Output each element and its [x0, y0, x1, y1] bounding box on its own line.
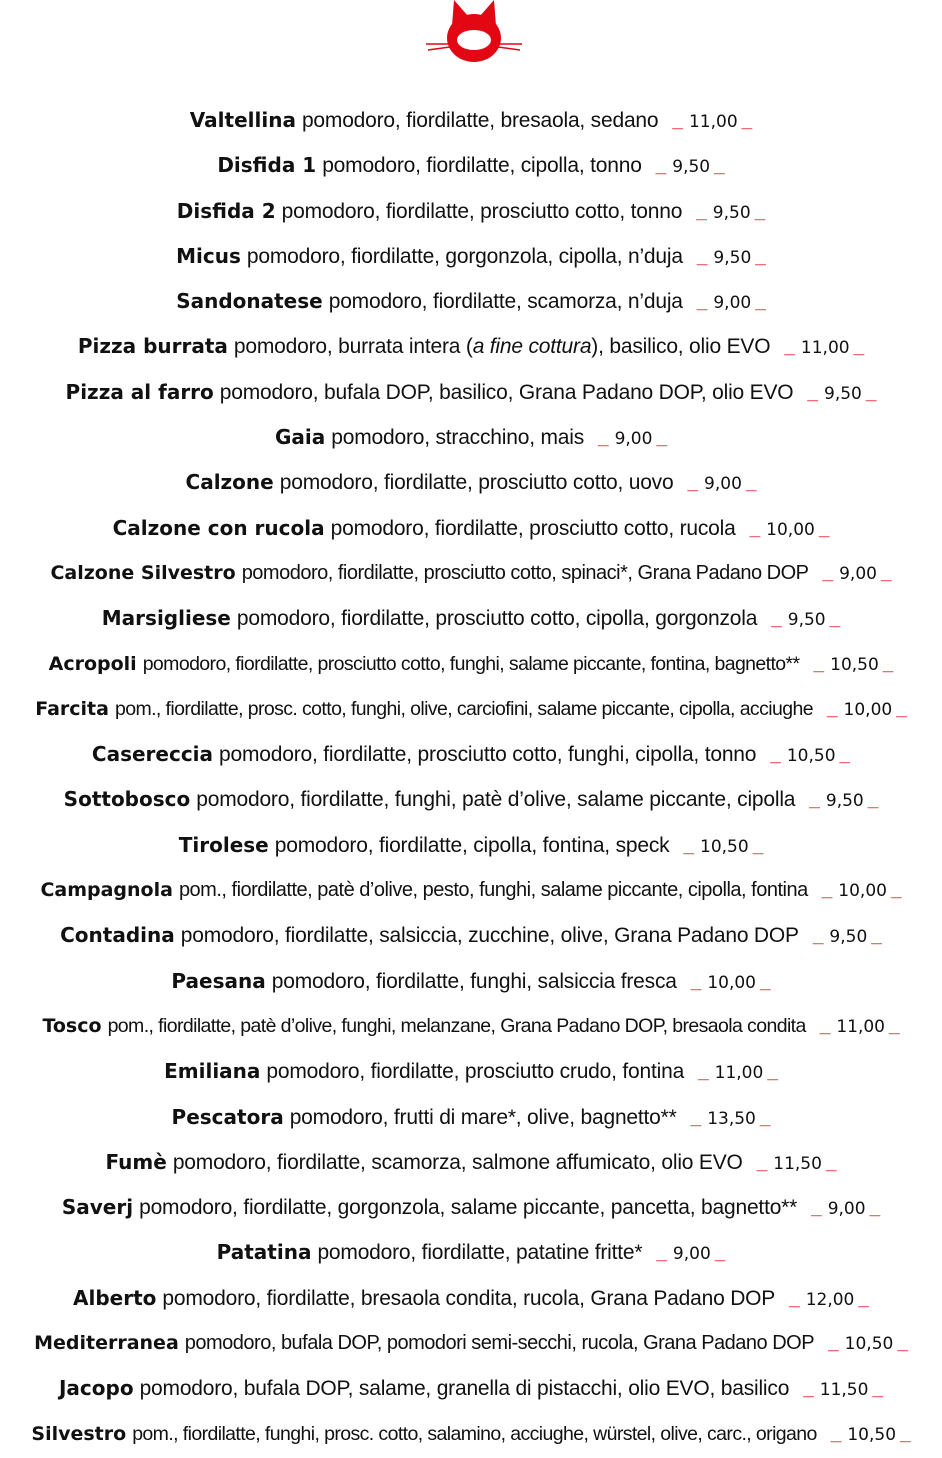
pizza-ingredients: pomodoro, fiordilatte, prosciutto cotto, uovo	[279, 471, 674, 495]
pizza-name: Gaia	[274, 425, 326, 450]
pizza-price: 11,00	[836, 1016, 885, 1037]
pizza-ingredients: pomodoro, fiordilatte, prosciutto cotto, rucola	[330, 516, 736, 540]
separator: _	[767, 1062, 778, 1084]
menu-item	[0, 687, 942, 732]
pizza-ingredients: pomodoro, frutti di mare*, olive, bagnetto**	[289, 1105, 677, 1129]
pizza-ingredients: pomodoro, bufala DOP, pomodori semi-secchi, rucola, Grana Padano DOP	[184, 1332, 815, 1355]
pizza-ingredients: pomodoro, fiordilatte, prosciutto cotto, spinaci*, Grana Padano DOP	[241, 561, 809, 584]
separator: _	[826, 698, 838, 720]
separator: _	[888, 1015, 900, 1037]
pizza-ingredients: pomodoro, fiordilatte, funghi, patè d’olive, salame piccante, cipolla	[196, 788, 796, 812]
pizza-price: 9,50	[712, 202, 751, 223]
pizza-name: Calzone con rucola	[112, 515, 325, 540]
separator: _	[598, 428, 609, 450]
pizza-name: Mediterranea	[34, 1332, 179, 1355]
menu-item	[0, 324, 942, 369]
separator: _	[811, 1198, 822, 1220]
menu-item	[0, 279, 942, 324]
menu-item	[0, 732, 942, 777]
pizza-ingredients: pomodoro, fiordilatte, salsiccia, zucchine, olive, Grana Padano DOP	[180, 924, 799, 948]
separator: _	[696, 201, 707, 223]
pizza-ingredients: pomodoro, fiordilatte, prosciutto cotto, cipolla, gorgonzola	[236, 607, 758, 631]
separator: _	[839, 745, 851, 767]
pizza-price: 12,00	[805, 1289, 855, 1310]
pizza-ingredients: pomodoro, fiordilatte, gorgonzola, salame piccante, pancetta, bagnetto**	[139, 1196, 798, 1220]
separator: _	[784, 337, 795, 359]
separator: _	[872, 1379, 884, 1401]
separator: _	[819, 1015, 831, 1037]
pizza-ingredients: pomodoro, fiordilatte, bresaola condita, rucola, Grana Padano DOP	[162, 1286, 776, 1310]
pizza-name: Pescatora	[171, 1104, 284, 1129]
pizza-ingredients: pom., fiordilatte, patè d’olive, funghi, melanzane, Grana Padano DOP, bresaola condita	[107, 1014, 806, 1037]
pizza-price: 9,00	[614, 429, 653, 450]
pizza-price: 9,50	[829, 927, 868, 948]
pizza-name: Valtellina	[189, 108, 296, 132]
pizza-price: 11,00	[714, 1063, 764, 1084]
separator: _	[690, 971, 702, 993]
pizza-ingredients: pomodoro, fiordilatte, prosciutto cotto, tonno	[281, 199, 683, 223]
separator: _	[714, 156, 725, 178]
pizza-price: 9,50	[825, 791, 864, 812]
menu-item	[0, 1276, 942, 1321]
separator: _	[770, 745, 781, 767]
separator: _	[900, 1423, 911, 1445]
pizza-price: 10,00	[843, 699, 893, 720]
pizza-ingredients: pomodoro, stracchino, mais	[331, 426, 584, 450]
menu-item	[0, 1049, 942, 1094]
menu-item	[0, 1230, 942, 1275]
pizza-price: 11,00	[800, 338, 850, 359]
menu-item	[0, 868, 942, 913]
pizza-name: Contadina	[60, 923, 175, 948]
pizza-price: 9,00	[704, 474, 742, 495]
pizza-ingredients: pomodoro, bufala DOP, salame, granella di pistacchi, olio EVO, basilico	[139, 1377, 790, 1401]
separator: _	[656, 428, 668, 450]
pizza-price: 10,50	[830, 654, 879, 675]
separator: _	[687, 473, 699, 495]
pizza-price: 11,50	[773, 1153, 822, 1174]
separator: _	[897, 1333, 908, 1355]
menu-item	[0, 98, 942, 143]
pizza-name: Sottobosco	[63, 787, 191, 812]
separator: _	[825, 1152, 837, 1174]
pizza-price: 11,50	[819, 1380, 869, 1401]
separator: _	[759, 971, 771, 993]
pizza-ingredients	[234, 335, 770, 358]
pizza-price: 11,00	[688, 112, 738, 132]
menu-item	[0, 1140, 942, 1185]
pizza-price: 9,00	[827, 1199, 866, 1220]
menu-item	[0, 642, 942, 687]
separator: _	[829, 609, 841, 631]
separator: _	[745, 473, 757, 495]
separator: _	[771, 609, 782, 631]
separator: _	[696, 246, 708, 268]
separator: _	[818, 518, 830, 540]
separator: _	[821, 880, 833, 902]
pizza-ingredients: pomodoro, fiordilatte, prosciutto cotto, funghi, cipolla, tonno	[219, 743, 757, 767]
pizza-ingredients: pomodoro, fiordilatte, bresaola, sedano	[301, 109, 659, 132]
red-cat-head-icon	[426, 0, 522, 66]
pizza-name: Tirolese	[178, 832, 269, 857]
ingredients-part: pomodoro, burrata intera (	[233, 335, 473, 359]
pizza-name: Sandonatese	[176, 289, 323, 314]
menu-item	[0, 551, 942, 596]
pizza-ingredients: pomodoro, fiordilatte, funghi, salsiccia fresca	[271, 969, 677, 993]
menu-item	[0, 596, 942, 641]
separator: _	[871, 926, 882, 948]
separator: _	[789, 1288, 800, 1310]
separator: _	[830, 1423, 842, 1445]
menu-item	[0, 1004, 942, 1049]
pizza-name: Patatina	[216, 1240, 312, 1265]
pizza-ingredients: pomodoro, fiordilatte, cipolla, tonno	[322, 154, 642, 178]
pizza-ingredients: pomodoro, fiordilatte, prosciutto cotto, funghi, salame piccante, fontina, bagnetto**	[142, 652, 800, 675]
pizza-price: 10,50	[700, 836, 749, 857]
pizza-ingredients: pom., fiordilatte, funghi, prosc. cotto, salamino, acciughe, würstel, olive, carc., origano	[132, 1422, 817, 1445]
pizza-name: Saverj	[61, 1195, 134, 1220]
pizza-name: Casereccia	[91, 742, 214, 767]
menu-item	[0, 913, 942, 958]
separator: _	[853, 337, 865, 359]
pizza-ingredients: pom., fiordilatte, patè d’olive, pesto, funghi, salame piccante, cipolla, fontina	[178, 879, 808, 902]
separator: _	[865, 382, 877, 404]
menu-item	[0, 234, 942, 279]
pizza-price: 10,00	[766, 519, 815, 540]
pizza-price: 9,50	[672, 157, 711, 178]
pizza-ingredients: pomodoro, fiordilatte, scamorza, salmone affumicato, olio EVO	[172, 1150, 743, 1174]
separator: _	[741, 111, 753, 132]
menu-item	[0, 1185, 942, 1230]
ingredients-part: ), basilico, olio EVO	[591, 335, 771, 359]
menu-item	[0, 143, 942, 188]
pizza-price: 9,00	[672, 1244, 711, 1265]
pizza-ingredients: pomodoro, fiordilatte, cipolla, fontina, speck	[274, 833, 670, 857]
separator: _	[807, 382, 818, 404]
menu-item	[0, 189, 942, 234]
separator: _	[882, 653, 894, 675]
pizza-price: 10,00	[838, 881, 887, 902]
separator: _	[690, 1107, 702, 1129]
menu-item	[0, 1095, 942, 1140]
separator: _	[759, 1107, 771, 1129]
pizza-name: Acropoli	[48, 652, 137, 675]
separator: _	[803, 1379, 814, 1401]
pizza-name: Pizza al farro	[65, 379, 214, 404]
ingredients-italic-note: a fine cottura	[472, 335, 592, 359]
menu-item	[0, 415, 942, 460]
pizza-name: Paesana	[171, 968, 266, 993]
menu-item	[0, 1412, 942, 1457]
pizza-ingredients: pomodoro, fiordilatte, scamorza, n’duja	[328, 290, 683, 314]
separator: _	[867, 790, 879, 812]
pizza-price: 9,00	[839, 563, 877, 584]
pizza-price: 9,50	[713, 247, 752, 268]
separator: _	[858, 1288, 869, 1310]
separator: _	[828, 1333, 839, 1355]
separator: _	[869, 1198, 881, 1220]
separator: _	[896, 698, 907, 720]
separator: _	[809, 790, 820, 812]
pizza-name: Fumè	[105, 1149, 167, 1174]
pizza-name: Disfida 2	[176, 198, 276, 223]
pizza-name: Jacopo	[58, 1376, 134, 1401]
separator: _	[683, 835, 695, 857]
pizza-name: Calzone	[185, 470, 274, 495]
pizza-ingredients: pomodoro, bufala DOP, basilico, Grana Padano DOP, olio EVO	[219, 380, 794, 404]
pizza-name: Disfida 1	[217, 153, 317, 178]
pizza-name: Marsigliese	[101, 606, 231, 631]
pizza-price: 10,50	[786, 746, 836, 767]
separator: _	[755, 246, 766, 268]
separator: _	[812, 926, 824, 948]
pizza-name: Calzone Silvestro	[50, 561, 236, 584]
pizza-name: Pizza burrata	[77, 334, 228, 359]
pizza-ingredients: pomodoro, fiordilatte, gorgonzola, cipolla, n’duja	[246, 244, 683, 268]
pizza-name: Alberto	[73, 1285, 157, 1310]
separator: _	[749, 518, 761, 540]
menu-item	[0, 959, 942, 1004]
separator: _	[752, 835, 764, 857]
pizza-price: 9,00	[713, 293, 752, 314]
separator: _	[698, 1062, 709, 1084]
pizza-ingredients: pomodoro, fiordilatte, prosciutto crudo, fontina	[266, 1060, 685, 1084]
pizza-price: 9,50	[824, 383, 862, 404]
separator: _	[755, 292, 766, 314]
pizza-ingredients: pomodoro, fiordilatte, patatine fritte*	[317, 1241, 643, 1265]
separator: _	[754, 201, 766, 223]
menu-item	[0, 777, 942, 822]
pizza-name: Tosco	[42, 1014, 102, 1037]
menu-item	[0, 370, 942, 415]
separator: _	[822, 562, 834, 584]
pizza-menu	[0, 98, 942, 1457]
pizza-price: 10,00	[707, 972, 756, 993]
separator: _	[672, 111, 683, 132]
separator: _	[813, 653, 825, 675]
pizza-name: Silvestro	[31, 1422, 127, 1445]
menu-item	[0, 460, 942, 505]
pizza-price: 13,50	[707, 1108, 756, 1129]
separator: _	[890, 880, 902, 902]
menu-item	[0, 506, 942, 551]
separator: _	[714, 1243, 726, 1265]
menu-item	[0, 823, 942, 868]
separator: _	[880, 562, 892, 584]
pizza-name: Micus	[176, 243, 241, 268]
pizza-name: Emiliana	[164, 1059, 261, 1084]
separator: _	[756, 1152, 768, 1174]
separator: _	[656, 1243, 667, 1265]
separator: _	[655, 156, 667, 178]
pizza-price: 9,50	[787, 610, 826, 631]
menu-item	[0, 1321, 942, 1366]
pizza-name: Farcita	[35, 697, 109, 720]
pizza-price: 10,50	[844, 1334, 894, 1355]
menu-item	[0, 1366, 942, 1411]
pizza-name: Campagnola	[40, 879, 173, 902]
separator: _	[696, 292, 708, 314]
pizza-price: 10,50	[847, 1424, 897, 1445]
pizza-ingredients: pom., fiordilatte, prosc. cotto, funghi, olive, carciofini, salame piccante, cipolla, acciughe	[114, 697, 813, 720]
